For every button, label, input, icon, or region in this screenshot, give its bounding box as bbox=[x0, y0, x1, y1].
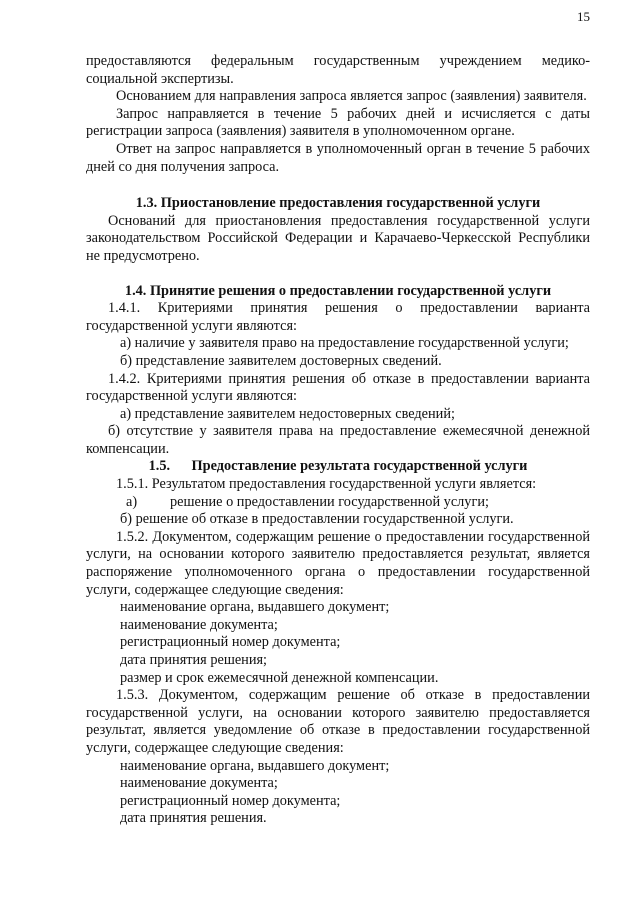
section-1-5-title: Предоставление результата государственной услуги bbox=[191, 458, 528, 475]
list-2-item: регистрационный номер документа; bbox=[120, 792, 341, 809]
list-1-item: размер и срок ежемесячной денежной компенсации. bbox=[120, 669, 439, 686]
clause-1-4-1-b: б) представление заявителем достоверных сведений. bbox=[120, 352, 442, 369]
clause-1-5-2: 1.5.2. Документом, содержащим решение о предоставлении государственной услуги, на основании которого заявителю предоставляется результат, является распоряжение уполномоченного органа о предоставлении государственной услуги, содержащее следующие сведения: bbox=[86, 528, 590, 598]
clause-1-4-1-a: а) наличие у заявителя право на предоставление государственной услуги; bbox=[120, 335, 569, 352]
section-1-3-heading: 1.3. Приостановление предоставления государственной услуги bbox=[135, 195, 541, 212]
list-1-item: дата принятия решения; bbox=[120, 652, 268, 668]
clause-1-5-1-b: б) решение об отказе в предоставлении государственной услуги. bbox=[120, 511, 514, 528]
clause-1-5-1-a-text: решение о предоставлении государственной услуги; bbox=[170, 493, 489, 510]
list-2-item: дата принятия решения. bbox=[120, 810, 267, 827]
clause-1-5-3: 1.5.3. Документом, содержащим решение об отказе в предоставлении государственной услуги, на основании которого заявителю предоставляется результат, является уведомление об отказе в предоставлении государственной услуги, содержащее следующие сведения: bbox=[86, 687, 590, 756]
section-1-4-heading: 1.4. Принятие решения о предоставлении государственной услуги bbox=[124, 282, 552, 299]
section-1-5-number: 1.5. bbox=[148, 458, 171, 475]
spacer bbox=[86, 176, 590, 195]
intro-paragraph-3: Запрос направляется в течение 5 рабочих дней и исчисляется с даты регистрации запроса (заявления) заявителя в уполномоченном органе. bbox=[86, 105, 590, 140]
section-1-3-paragraph: Оснований для приостановления предоставления государственной услуги законодательством Российской Федерации и Карачаево-Черкесской Республики не предусмотрено. bbox=[86, 212, 590, 264]
intro-paragraph-4: Ответ на запрос направляется в уполномоченный орган в течение 5 рабочих дней со дня получения запроса. bbox=[86, 140, 590, 175]
intro-paragraph-1: предоставляются федеральным государственным учреждением медико-социальной экспертизы. bbox=[86, 53, 590, 87]
clause-1-5-1-a-label: а) bbox=[126, 493, 138, 510]
clause-1-4-1: 1.4.1. Критериями принятия решения о предоставлении варианта государственной услуги являются: bbox=[86, 300, 590, 334]
intro-paragraph-2: Основанием для направления запроса является запрос (заявления) заявителя. bbox=[116, 88, 587, 105]
list-1-item: регистрационный номер документа; bbox=[120, 634, 341, 651]
list-1-item: наименование органа, выдавшего документ; bbox=[120, 599, 390, 616]
clause-1-4-2-a: а) представление заявителем недостоверных сведений; bbox=[120, 405, 455, 422]
section-1-5-heading bbox=[86, 458, 590, 476]
clause-1-4-2: 1.4.2. Критериями принятия решения об отказе в предоставлении варианта государственной услуги являются: bbox=[86, 370, 590, 405]
list-2-item: наименование органа, выдавшего документ; bbox=[120, 757, 390, 774]
clause-1-4-2-b: б) отсутствие у заявителя права на предоставление ежемесячной денежной компенсации. bbox=[86, 423, 590, 457]
clause-1-5-1: 1.5.1. Результатом предоставления государственной услуги является: bbox=[116, 476, 537, 493]
list-2-item: наименование документа; bbox=[120, 775, 278, 792]
spacer bbox=[86, 266, 590, 283]
list-1-item: наименование документа; bbox=[120, 616, 278, 633]
page-number: 15 bbox=[577, 9, 590, 24]
clause-1-5-1-a bbox=[86, 494, 590, 512]
